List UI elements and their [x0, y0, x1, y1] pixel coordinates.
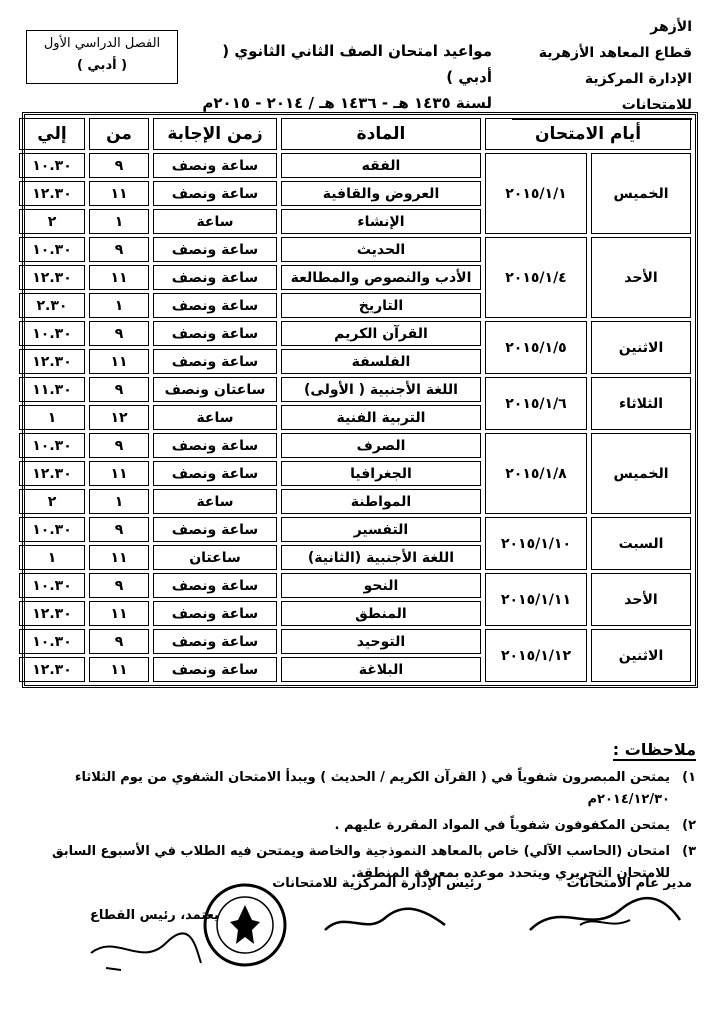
end-time-cell: ١٠.٣٠ — [19, 237, 85, 262]
exam-date: ٢٠١٥/١/١٠ — [485, 517, 587, 570]
note-item — [30, 815, 696, 837]
note-text: يمتحن المبصرون شفوياً في ( القرآن الكريم / الحديث ) ويبدأ الامتحان الشفوي من يوم الثلاثاء ٢٠١٤/١٢/٣٠م — [74, 770, 670, 807]
exam-day: الأحد — [591, 237, 691, 318]
header-to: إلي — [19, 118, 85, 150]
subject-cell: الصرف — [281, 433, 481, 458]
end-time-cell: ١ — [19, 405, 85, 430]
start-time-cell: ١١ — [89, 601, 149, 626]
exam-date: ٢٠١٥/١/١١ — [485, 573, 587, 626]
header-duration: زمن الإجابة — [153, 118, 277, 150]
semester-track: ( أدبي ) — [76, 58, 128, 73]
notes-list — [30, 767, 696, 885]
duration-cell: ساعة ونصف — [153, 293, 277, 318]
exam-day: الخميس — [591, 153, 691, 234]
start-time-cell: ٩ — [89, 573, 149, 598]
semester-label: الفصل الدراسي الأول — [43, 36, 161, 51]
notes-title: ملاحظات : — [612, 740, 696, 759]
document-title — [202, 38, 492, 116]
sector-head-label: رئيس القطاع — [90, 908, 176, 923]
exam-day: الأحد — [591, 573, 691, 626]
start-time-cell: ٩ — [89, 321, 149, 346]
handwritten-signature-icon — [86, 928, 206, 978]
duration-cell: ساعة ونصف — [153, 349, 277, 374]
start-time-cell: ١ — [89, 209, 149, 234]
duration-cell: ساعة ونصف — [153, 433, 277, 458]
note-number: ٣) — [682, 844, 696, 859]
exam-date: ٢٠١٥/١/٦ — [485, 377, 587, 430]
end-time-cell: ٢.٣٠ — [19, 293, 85, 318]
subject-cell: القرآن الكريم — [281, 321, 481, 346]
table-row — [19, 433, 691, 458]
header-subject: المادة — [281, 118, 481, 150]
exam-date: ٢٠١٥/١/١ — [485, 153, 587, 234]
subject-cell: النحو — [281, 573, 481, 598]
header-sector: قطاع المعاهد الأزهرية — [538, 45, 692, 61]
start-time-cell: ٩ — [89, 517, 149, 542]
title-line-1: مواعيد امتحان الصف الثاني الثانوي ( أدبي ) — [222, 42, 492, 86]
end-time-cell: ١٠.٣٠ — [19, 321, 85, 346]
start-time-cell: ٩ — [89, 377, 149, 402]
start-time-cell: ٩ — [89, 629, 149, 654]
table-row — [19, 321, 691, 346]
subject-cell: الفلسفة — [281, 349, 481, 374]
schedule-table — [15, 115, 695, 685]
subject-cell: الحديث — [281, 237, 481, 262]
table-row — [19, 573, 691, 598]
subject-cell: الإنشاء — [281, 209, 481, 234]
end-time-cell: ١٢.٣٠ — [19, 349, 85, 374]
start-time-cell: ٩ — [89, 153, 149, 178]
duration-cell: ساعتان ونصف — [153, 377, 277, 402]
end-time-cell: ١٠.٣٠ — [19, 573, 85, 598]
duration-cell: ساعة ونصف — [153, 461, 277, 486]
subject-cell: اللغة الأجنبية ( الأولى) — [281, 377, 481, 402]
duration-cell: ساعة ونصف — [153, 237, 277, 262]
note-text: يمتحن المكفوفون شفوياً في المواد المقررة عليهم . — [334, 818, 670, 833]
duration-cell: ساعة ونصف — [153, 601, 277, 626]
start-time-cell: ١ — [89, 489, 149, 514]
subject-cell: التوحيد — [281, 629, 481, 654]
start-time-cell: ١٢ — [89, 405, 149, 430]
start-time-cell: ١ — [89, 293, 149, 318]
end-time-cell: ١٠.٣٠ — [19, 153, 85, 178]
exam-day: الخميس — [591, 433, 691, 514]
exam-date: ٢٠١٥/١/٤ — [485, 237, 587, 318]
exam-day: الاثنين — [591, 321, 691, 374]
table-header-row — [19, 118, 691, 150]
signature-general-manager: مدير عام الامتحانات — [566, 876, 692, 891]
exam-date: ٢٠١٥/١/٨ — [485, 433, 587, 514]
start-time-cell: ١١ — [89, 349, 149, 374]
subject-cell: البلاغة — [281, 657, 481, 682]
end-time-cell: ١١.٣٠ — [19, 377, 85, 402]
header-admin: الإدارة المركزية للامتحانات — [512, 66, 692, 120]
semester-box — [26, 30, 178, 84]
exam-day: السبت — [591, 517, 691, 570]
header-from: من — [89, 118, 149, 150]
subject-cell: المنطق — [281, 601, 481, 626]
approval-label: يعتمد، — [180, 908, 219, 923]
start-time-cell: ١١ — [89, 181, 149, 206]
start-time-cell: ١١ — [89, 461, 149, 486]
official-seal-icon — [200, 880, 290, 970]
duration-cell: ساعة ونصف — [153, 629, 277, 654]
start-time-cell: ١١ — [89, 545, 149, 570]
subject-cell: الجغرافيا — [281, 461, 481, 486]
subject-cell: المواطنة — [281, 489, 481, 514]
duration-cell: ساعتان — [153, 545, 277, 570]
start-time-cell: ٩ — [89, 237, 149, 262]
duration-cell: ساعة ونصف — [153, 265, 277, 290]
duration-cell: ساعة — [153, 489, 277, 514]
note-number: ٢) — [682, 818, 696, 833]
end-time-cell: ١٠.٣٠ — [19, 517, 85, 542]
title-line-2: لسنة ١٤٣٥ هـ - ١٤٣٦ هـ / ٢٠١٤ - ٢٠١٥م — [202, 94, 492, 112]
table-row — [19, 237, 691, 262]
duration-cell: ساعة ونصف — [153, 573, 277, 598]
table-row — [19, 377, 691, 402]
institution-header — [512, 14, 692, 120]
subject-cell: الأدب والنصوص والمطالعة — [281, 265, 481, 290]
exam-day: الثلاثاء — [591, 377, 691, 430]
subject-cell: الفقه — [281, 153, 481, 178]
end-time-cell: ٢ — [19, 489, 85, 514]
end-time-cell: ١٢.٣٠ — [19, 601, 85, 626]
start-time-cell: ١١ — [89, 265, 149, 290]
notes-section — [30, 740, 696, 889]
subject-cell: التربية الفنية — [281, 405, 481, 430]
duration-cell: ساعة ونصف — [153, 153, 277, 178]
end-time-cell: ٢ — [19, 209, 85, 234]
duration-cell: ساعة — [153, 209, 277, 234]
schedule-table-frame — [22, 112, 698, 688]
start-time-cell: ١١ — [89, 657, 149, 682]
header-days: أيام الامتحان — [485, 118, 691, 150]
subject-cell: التفسير — [281, 517, 481, 542]
note-text: امتحان (الحاسب الآلي) خاص بالمعاهد النموذجية والخاصة ويمتحن فيه الطلاب في الأسبوع السابق للامتحان التحريري ويتحدد موعده بمعرفة المنطقة. — [51, 844, 670, 881]
end-time-cell: ١٢.٣٠ — [19, 461, 85, 486]
table-row — [19, 629, 691, 654]
signature-central-head: رئيس الإدارة المركزية للامتحانات — [272, 876, 482, 891]
table-row — [19, 517, 691, 542]
end-time-cell: ١٢.٣٠ — [19, 657, 85, 682]
note-item — [30, 767, 696, 811]
subject-cell: التاريخ — [281, 293, 481, 318]
schedule-body — [19, 153, 691, 682]
start-time-cell: ٩ — [89, 433, 149, 458]
end-time-cell: ١٢.٣٠ — [19, 181, 85, 206]
end-time-cell: ١٠.٣٠ — [19, 629, 85, 654]
exam-day: الاثنين — [591, 629, 691, 682]
duration-cell: ساعة ونصف — [153, 321, 277, 346]
note-number: ١) — [682, 770, 696, 785]
duration-cell: ساعة ونصف — [153, 517, 277, 542]
duration-cell: ساعة ونصف — [153, 657, 277, 682]
end-time-cell: ١٠.٣٠ — [19, 433, 85, 458]
subject-cell: العروض والقافية — [281, 181, 481, 206]
end-time-cell: ١ — [19, 545, 85, 570]
end-time-cell: ١٢.٣٠ — [19, 265, 85, 290]
handwritten-signature-icon — [520, 890, 690, 940]
header-azhar: الأزهر — [650, 19, 692, 35]
handwritten-signature-icon — [320, 900, 450, 940]
duration-cell: ساعة ونصف — [153, 181, 277, 206]
table-row — [19, 153, 691, 178]
duration-cell: ساعة — [153, 405, 277, 430]
exam-date: ٢٠١٥/١/٥ — [485, 321, 587, 374]
subject-cell: اللغة الأجنبية (الثانية) — [281, 545, 481, 570]
exam-date: ٢٠١٥/١/١٢ — [485, 629, 587, 682]
